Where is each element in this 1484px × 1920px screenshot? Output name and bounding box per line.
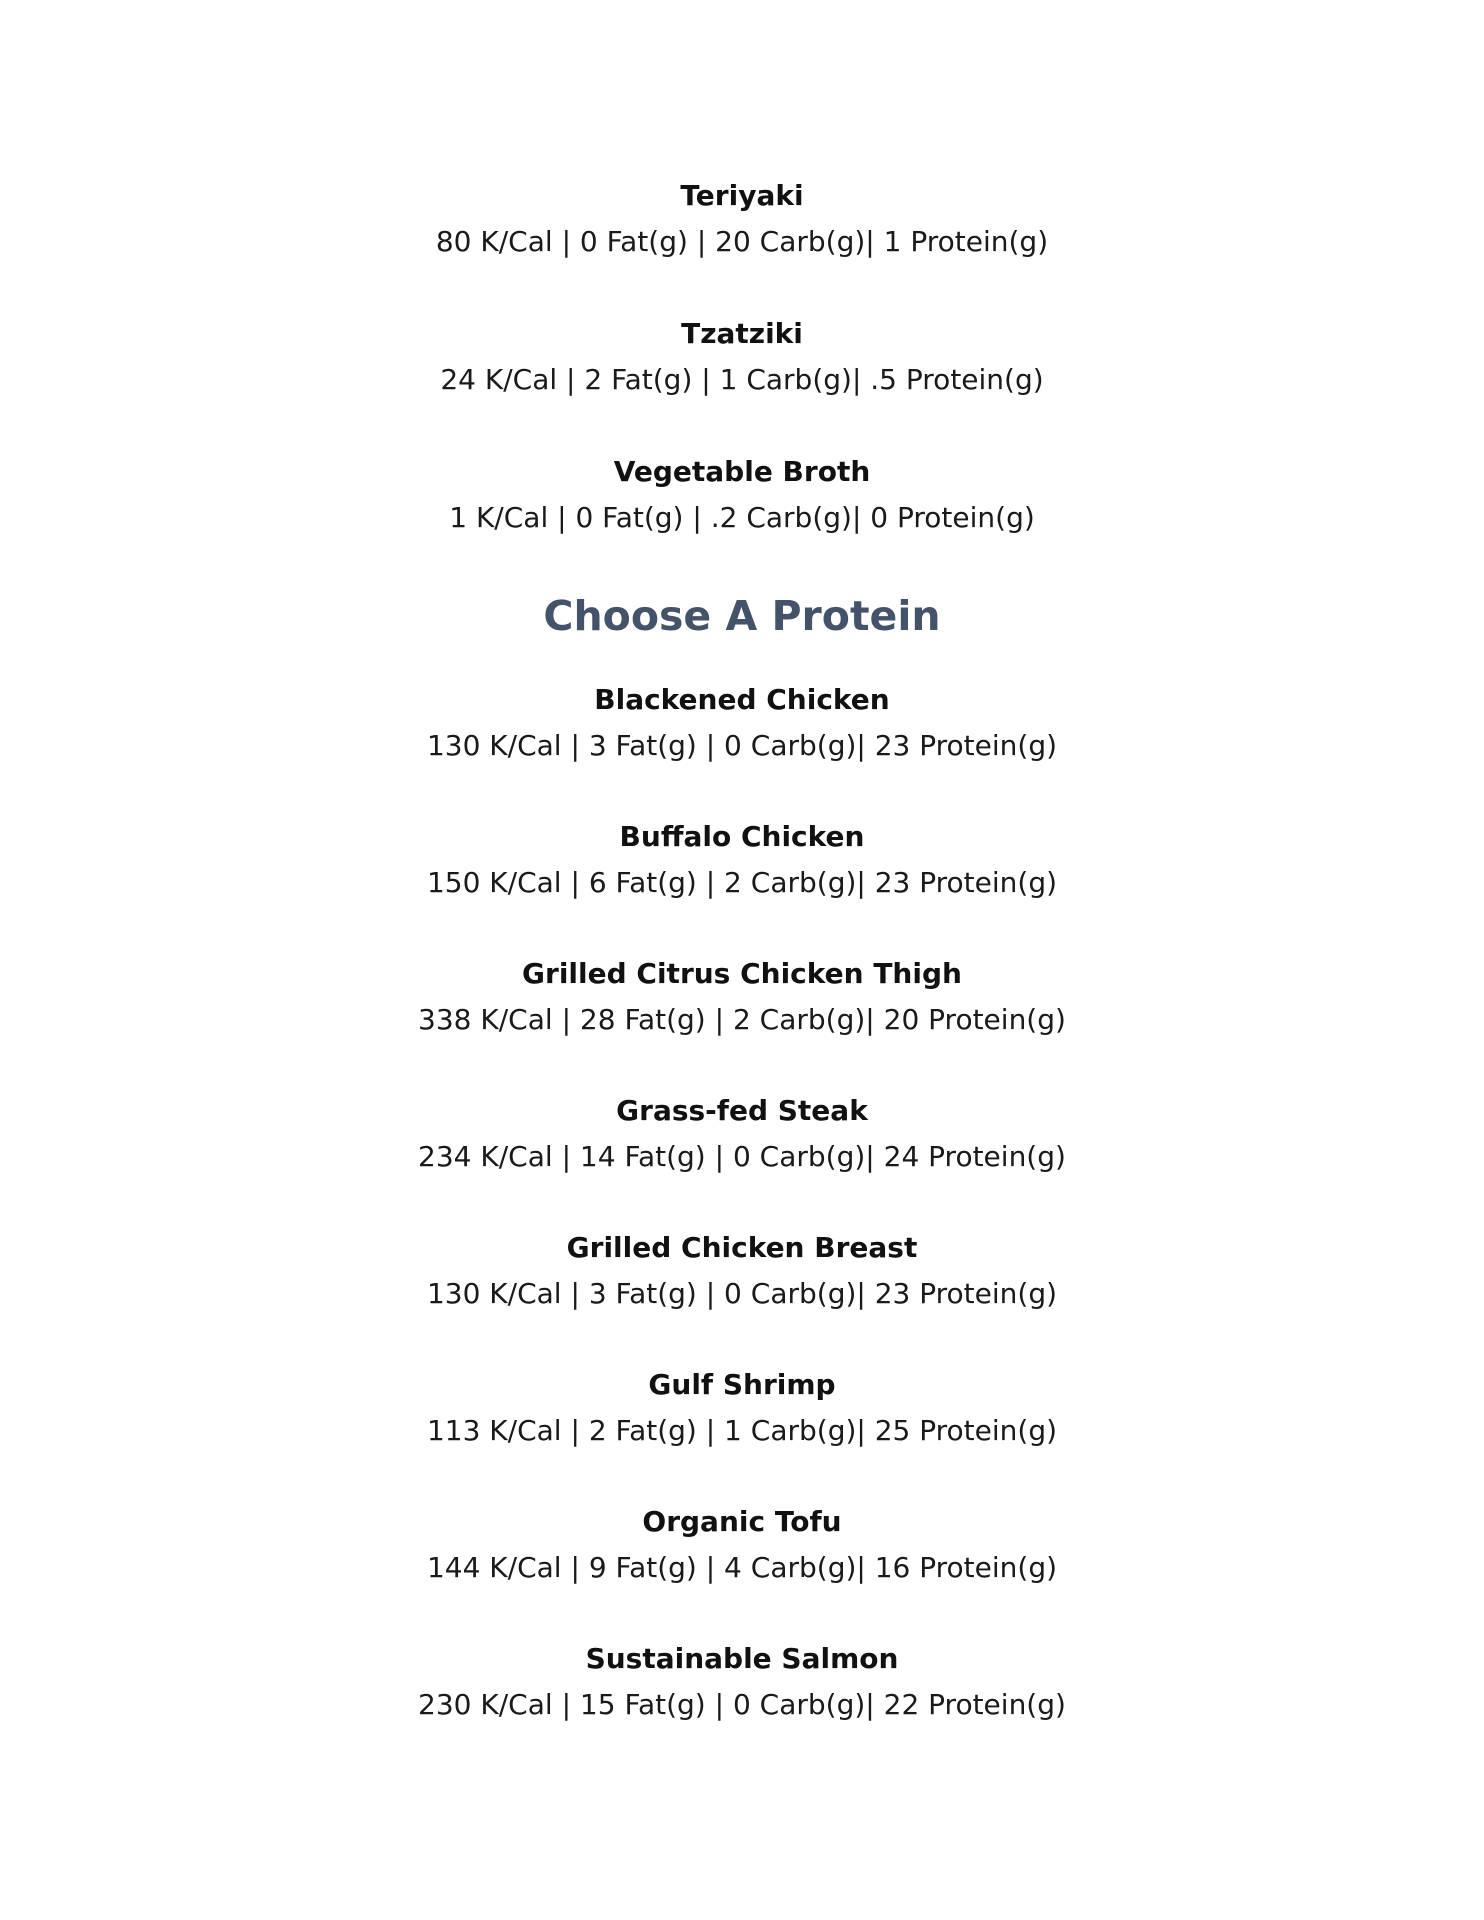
item-name: Organic Tofu — [642, 1505, 842, 1538]
item-nutrition-facts: 144 K/Cal | 9 Fat(g) | 4 Carb(g)| 16 Protein(g) — [426, 1551, 1058, 1584]
item-name: Grilled Chicken Breast — [566, 1231, 918, 1264]
menu-item-vegetable-broth — [0, 452, 1484, 538]
menu-item-buffalo-chicken — [0, 817, 1484, 903]
section-heading-protein: Choose A Protein — [543, 592, 941, 640]
menu-item-grilled-chicken-breast — [0, 1228, 1484, 1314]
menu-item-blackened-chicken — [0, 680, 1484, 766]
item-nutrition-facts: 24 K/Cal | 2 Fat(g) | 1 Carb(g)| .5 Protein(g) — [440, 363, 1044, 396]
menu-item-organic-tofu — [0, 1502, 1484, 1588]
item-nutrition-facts: 1 K/Cal | 0 Fat(g) | .2 Carb(g)| 0 Protein(g) — [449, 501, 1035, 534]
item-name: Blackened Chicken — [594, 683, 890, 716]
item-name: Sustainable Salmon — [585, 1642, 899, 1675]
item-name: Vegetable Broth — [613, 455, 871, 488]
menu-item-grass-fed-steak — [0, 1091, 1484, 1177]
item-nutrition-facts: 113 K/Cal | 2 Fat(g) | 1 Carb(g)| 25 Protein(g) — [426, 1414, 1058, 1447]
item-nutrition-facts: 130 K/Cal | 3 Fat(g) | 0 Carb(g)| 23 Protein(g) — [426, 729, 1058, 762]
item-name: Grass-fed Steak — [616, 1094, 868, 1127]
item-name: Teriyaki — [680, 179, 804, 212]
item-name: Gulf Shrimp — [648, 1368, 836, 1401]
menu-item-sustainable-salmon — [0, 1639, 1484, 1725]
menu-item-teriyaki — [0, 176, 1484, 262]
item-nutrition-facts: 234 K/Cal | 14 Fat(g) | 0 Carb(g)| 24 Protein(g) — [418, 1140, 1066, 1173]
menu-item-tzatziki — [0, 314, 1484, 400]
item-nutrition-facts: 150 K/Cal | 6 Fat(g) | 2 Carb(g)| 23 Protein(g) — [426, 866, 1058, 899]
menu-item-gulf-shrimp — [0, 1365, 1484, 1451]
item-name: Buffalo Chicken — [619, 820, 865, 853]
item-nutrition-facts: 130 K/Cal | 3 Fat(g) | 0 Carb(g)| 23 Protein(g) — [426, 1277, 1058, 1310]
menu-item-grilled-citrus-chicken-thigh — [0, 954, 1484, 1040]
item-nutrition-facts: 338 K/Cal | 28 Fat(g) | 2 Carb(g)| 20 Protein(g) — [418, 1003, 1066, 1036]
item-nutrition-facts: 230 K/Cal | 15 Fat(g) | 0 Carb(g)| 22 Protein(g) — [418, 1688, 1066, 1721]
item-nutrition-facts: 80 K/Cal | 0 Fat(g) | 20 Carb(g)| 1 Protein(g) — [435, 225, 1049, 258]
item-name: Grilled Citrus Chicken Thigh — [522, 957, 962, 990]
item-name: Tzatziki — [681, 317, 803, 350]
